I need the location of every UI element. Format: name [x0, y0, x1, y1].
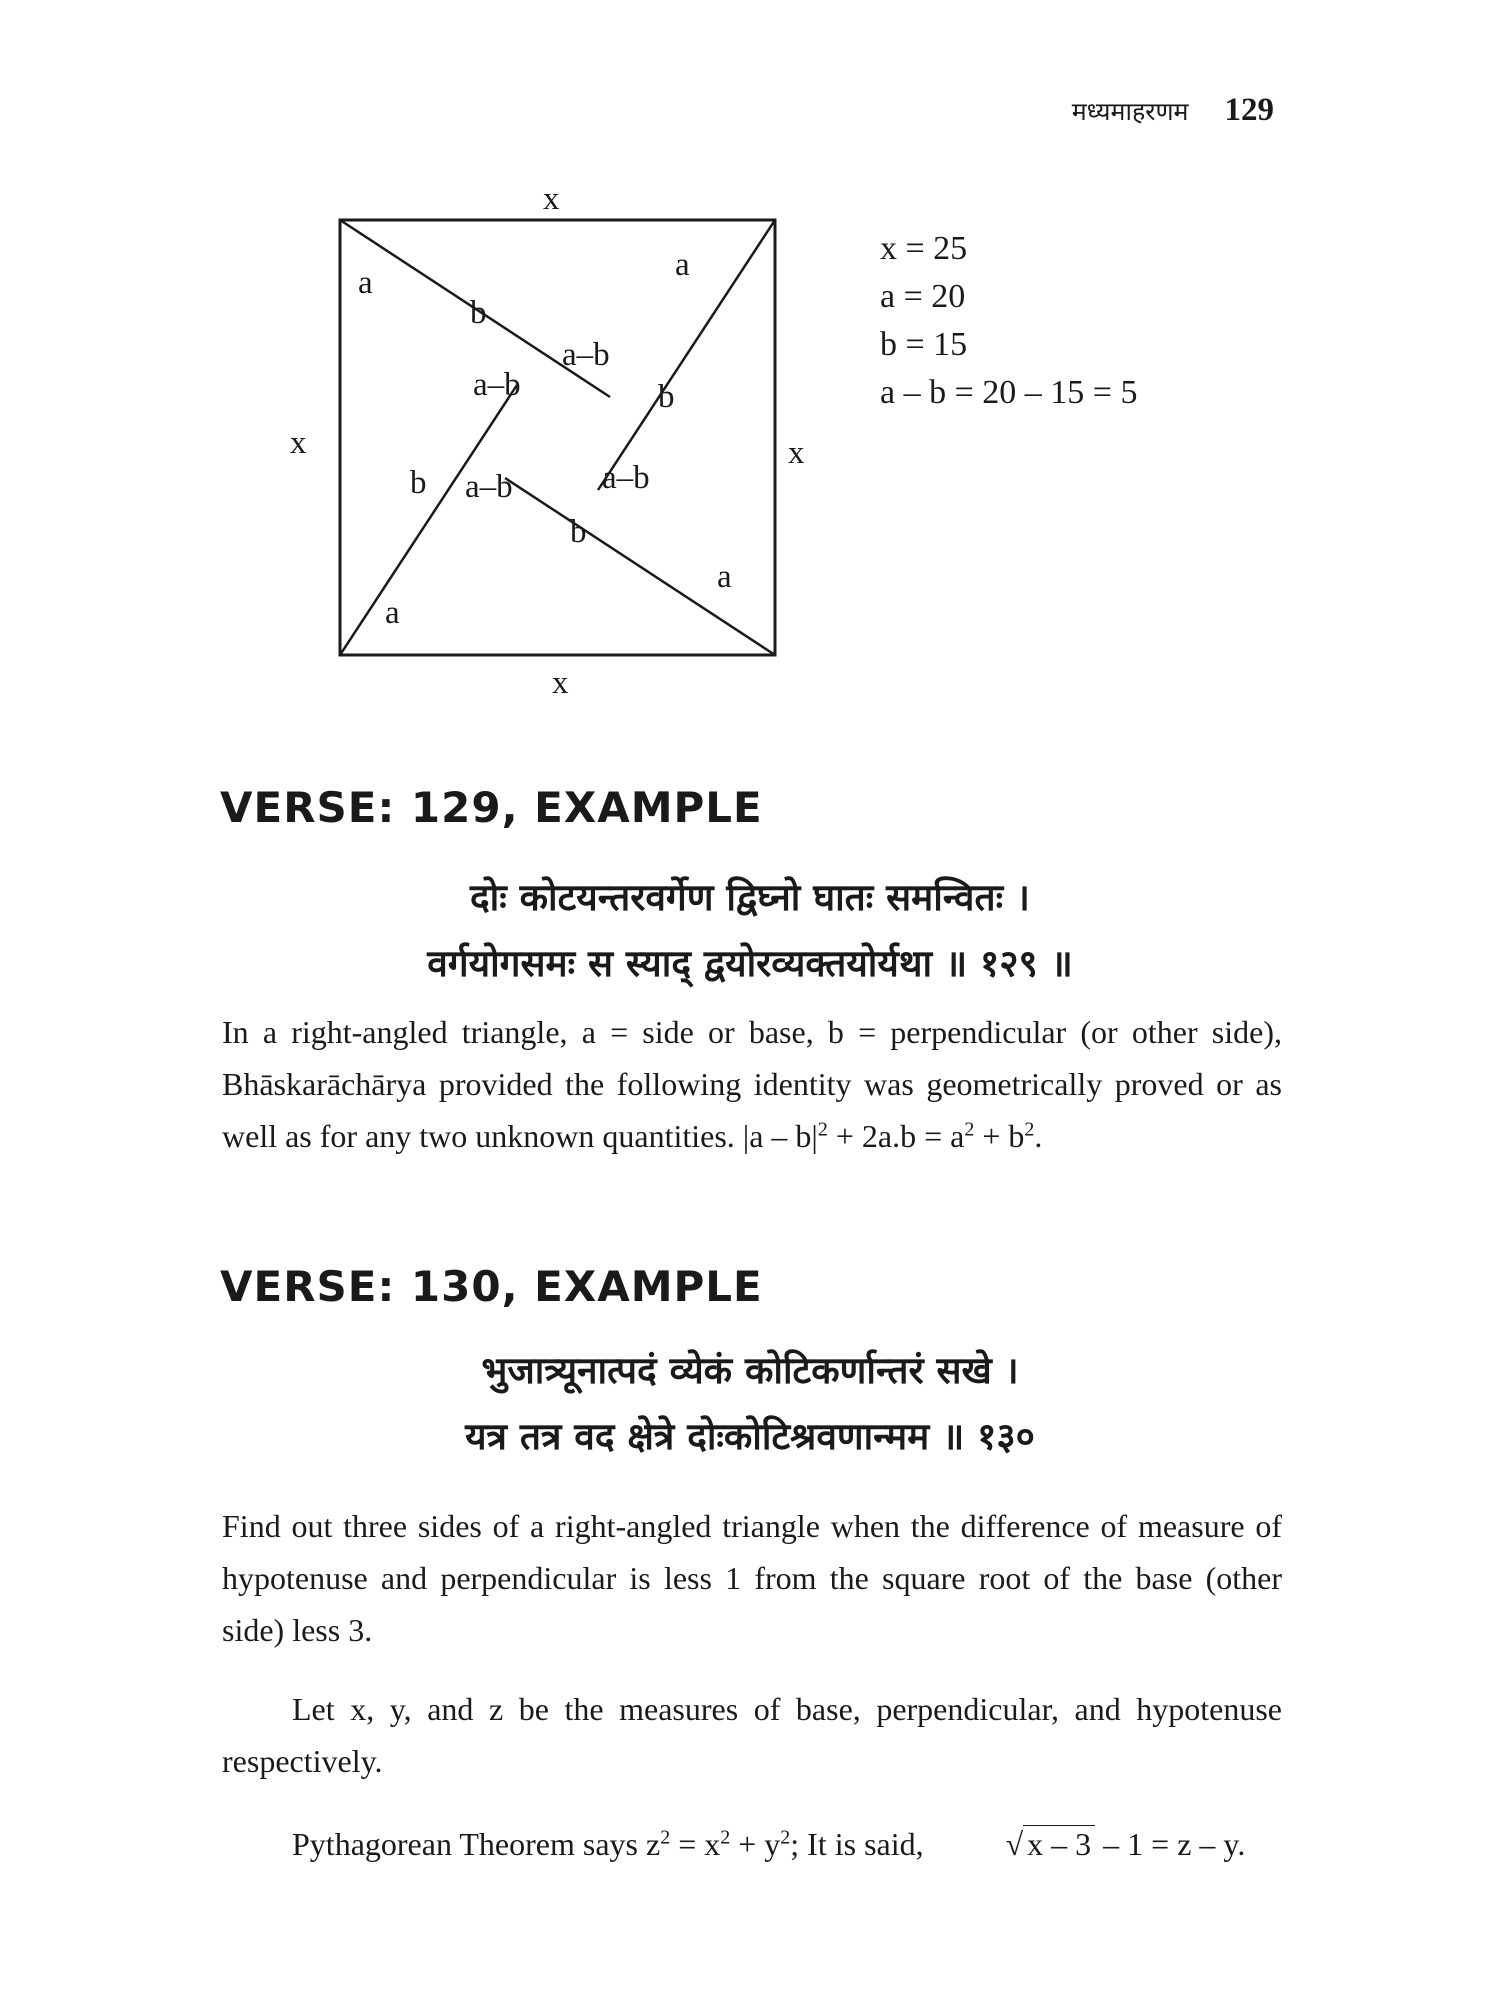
identity-sup-3: 2 — [1024, 1118, 1035, 1141]
para3-d: ; It is said, — [790, 1826, 932, 1862]
sqrt-expression — [932, 1818, 1096, 1870]
verse-130-sanskrit-line1: भुजात्र्यूनात्पदं व्येकं कोटिकर्णान्तरं सखे । — [481, 1349, 1019, 1392]
verse-130-sanskrit-line2: यत्र तत्र वद क्षेत्रे दोःकोटिश्रवणान्मम ॥ १३० — [465, 1415, 1035, 1458]
given-values — [880, 225, 1137, 417]
verse-130-paragraph-3 — [222, 1818, 1282, 1870]
given-b: b = 15 — [880, 326, 968, 363]
identity-sup-2: 2 — [964, 1118, 975, 1141]
line-bottom-right — [505, 478, 775, 655]
page-header — [1072, 92, 1274, 129]
para3-e: – 1 = z – y. — [1095, 1826, 1246, 1862]
para3-sup-1: 2 — [660, 1826, 671, 1849]
sqrt-symbol: √ — [1005, 1826, 1024, 1862]
verse-130-paragraph-2: Let x, y, and z be the measures of base, perpendicular, and hypotenuse respectively. — [222, 1691, 1282, 1779]
square-diagram — [280, 185, 840, 710]
para3-sup-2: 2 — [720, 1826, 731, 1849]
para3-b: = x — [670, 1826, 721, 1862]
identity-sup-1: 2 — [817, 1118, 828, 1141]
identity-period: . — [1034, 1118, 1043, 1154]
given-a-minus-b: a – b = 20 – 15 = 5 — [880, 374, 1138, 411]
square-diagram-svg — [280, 185, 840, 705]
given-a: a = 20 — [880, 278, 966, 315]
label-amb-1: a–b — [562, 337, 610, 373]
label-b-bottom-right: b — [570, 514, 587, 550]
para3-a: Pythagorean Theorem says z — [292, 1826, 661, 1862]
identity-abs: |a – b| — [742, 1118, 818, 1154]
label-x-right: x — [788, 435, 805, 471]
outer-square — [340, 220, 775, 655]
page-number: 129 — [1224, 92, 1274, 128]
label-a-top-left: a — [358, 265, 373, 301]
label-a-top-right: a — [675, 247, 690, 283]
sqrt-argument: x – 3 — [1023, 1825, 1095, 1862]
identity-mid2: + b — [974, 1118, 1025, 1154]
label-x-bottom: x — [552, 665, 569, 701]
label-amb-2: a–b — [473, 367, 521, 403]
verse-129-text: In a right-angled triangle, a = side or base, b = perpendicular (or other side), Bhāskarāchārya provided the following identity was geometrically proved or as well as for any two unknown quantities. — [222, 1014, 1282, 1154]
identity-mid: + 2a.b = a — [827, 1118, 965, 1154]
given-x: x = 25 — [880, 230, 968, 267]
verse-130-heading: VERSE: 130, EXAMPLE — [220, 1262, 763, 1311]
verse-129-sanskrit-line1: दोः कोटयन्तरवर्गेण द्विघ्नो घातः समन्वितः । — [470, 876, 1030, 919]
label-a-bottom-left: a — [385, 595, 400, 631]
label-x-left: x — [290, 425, 307, 461]
label-a-bottom-right: a — [717, 559, 732, 595]
verse-129-sanskrit — [220, 865, 1280, 997]
verse-129-sanskrit-line2: वर्गयोगसमः स स्याद् द्वयोरव्यक्तयोर्यथा ॥ १२९ ॥ — [427, 942, 1073, 985]
para3-c: + y — [730, 1826, 781, 1862]
label-amb-3: a–b — [465, 469, 513, 505]
line-bottom-left — [340, 385, 517, 655]
label-x-top: x — [543, 185, 560, 217]
chapter-title: मध्यमाहरणम — [1071, 97, 1189, 126]
para3-sup-3: 2 — [780, 1826, 791, 1849]
verse-129-heading: VERSE: 129, EXAMPLE — [220, 783, 763, 832]
verse-130-sanskrit — [220, 1338, 1280, 1470]
label-b-top-left: b — [470, 295, 487, 331]
label-b-bottom-left: b — [410, 465, 427, 501]
verse-130-paragraph-1: Find out three sides of a right-angled triangle when the difference of measure of hypotenuse and perpendicular is less 1 from the square root of the base (other side) less 3. — [222, 1508, 1282, 1648]
label-amb-4: a–b — [602, 460, 650, 496]
label-b-top-right: b — [658, 379, 675, 415]
verse-129-paragraph — [222, 1006, 1282, 1162]
